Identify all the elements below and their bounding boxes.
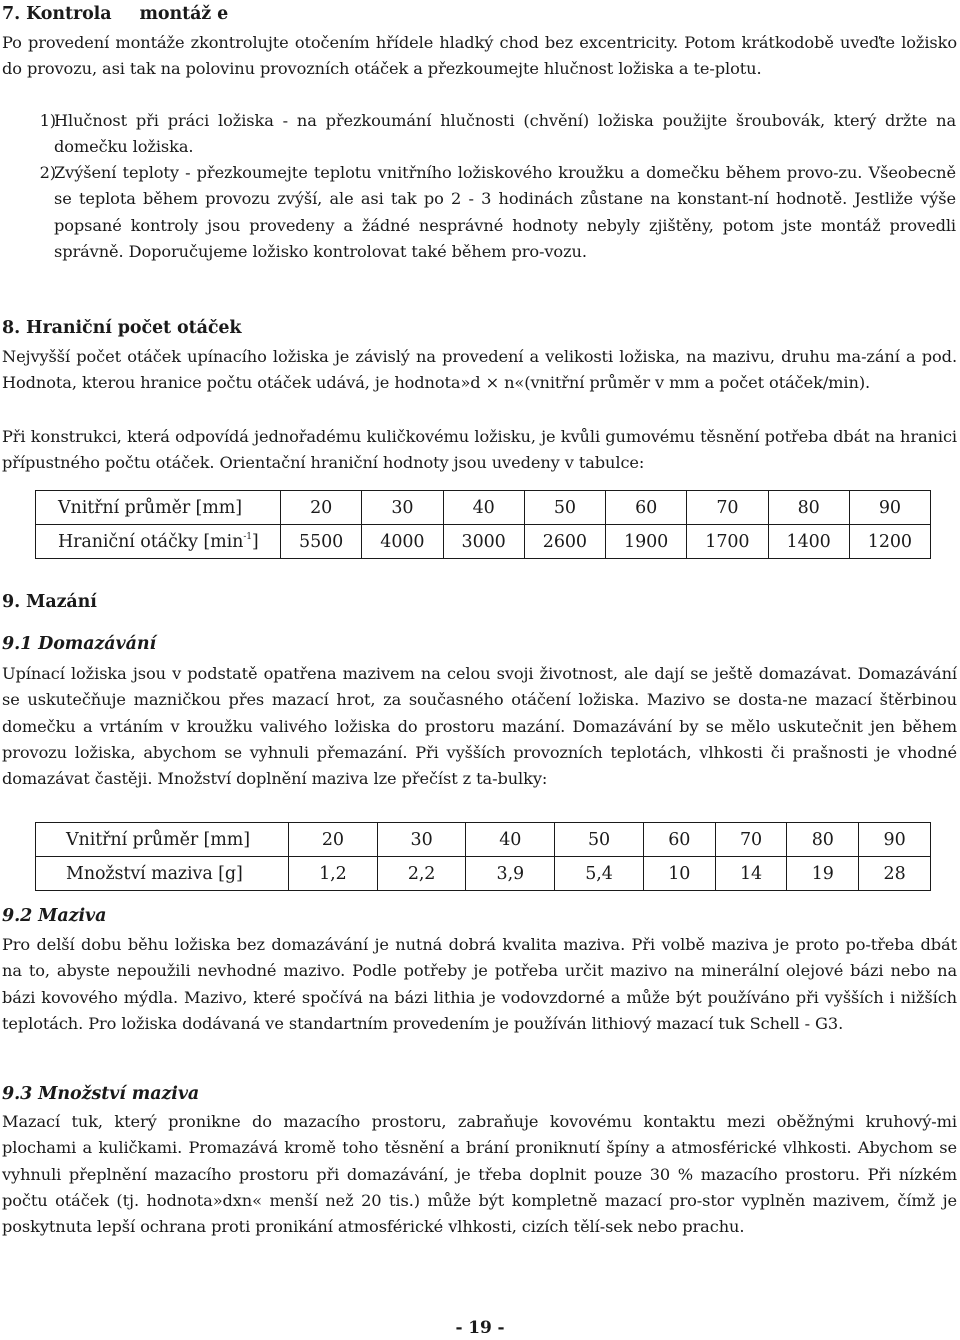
table-cell: 2,2	[377, 857, 466, 891]
table-cell: 19	[787, 857, 859, 891]
table-cell: 1700	[687, 525, 768, 559]
table-cell: 5500	[281, 525, 362, 559]
table-cell: 3,9	[466, 857, 555, 891]
section-9-2-paragraph: Pro delší dobu běhu ložiska bez domazávání je nutná dobrá kvalita maziva. Při volbě maziva je proto po-třeba dbát na to, abyste nepoužili nevhodné mazivo. Podle potřeby je potřeba určit mazivo na minerální olejové bázi nebo na bázi kovového mýdla. Mazivo, které spočívá na bázi lithia je vodovzdorné a může být používáno při vyšších i nižších teplotách. Pro ložiska dodávaná ve standartním provedením je používán lithiový mazací tuk Schell - G3.	[2, 935, 957, 1033]
item-2-text: Zvýšení teploty - přezkoumejte teplotu vnitřního ložiskového kroužku a domečku během provo-zu. Všeobecně se teplota během provozu zvýší, ale asi tak po 2 - 3 hodinách zůstane na konstant-ní hodnotě. Jestliže výše popsané kontroly jsou provedeny a žádné nesprávné hodnoty nebyly zjištěny, potom jste montáž provedli správně. Doporučujeme ložisko kontrolovat také během pro-vozu.	[54, 163, 956, 261]
row-label-amount: Množství maziva [g]	[36, 857, 289, 891]
table-cell: 20	[289, 823, 378, 857]
row-label-diameter: Vnitřní průměr [mm]	[36, 823, 289, 857]
table-cell: 5,4	[555, 857, 644, 891]
table-cell: 14	[715, 857, 787, 891]
table-cell: 4000	[362, 525, 443, 559]
section-7-title-part-a: Kontrola	[26, 4, 112, 24]
section-8-heading: 8. Hraniční počet otáček	[2, 318, 242, 338]
table-cell: 40	[443, 491, 524, 525]
table-cell: 90	[859, 823, 931, 857]
page-number: - 19 -	[455, 1318, 505, 1338]
section-9-1-heading: 9.1 Domazávání	[2, 634, 156, 654]
table-row	[36, 491, 931, 525]
row-label-diameter: Vnitřní průměr [mm]	[36, 491, 281, 525]
table-cell: 50	[555, 823, 644, 857]
section-7-title-part-b: montáž e	[139, 4, 229, 24]
table-cell: 60	[643, 823, 715, 857]
row-label-speed	[36, 525, 281, 559]
section-7-number: 7.	[2, 4, 21, 24]
table-cell: 40	[466, 823, 555, 857]
section-8-paragraph-2: Při konstrukci, která odpovídá jednořadému kuličkovému ložisku, je kvůli gumovému těsnění potřeba dbát na hranici přípustného počtu otáček. Orientační hraniční hodnoty jsou uvedeny v tabulce:	[2, 427, 957, 473]
table-cell: 1,2	[289, 857, 378, 891]
table-cell: 80	[768, 491, 849, 525]
table-cell: 3000	[443, 525, 524, 559]
section-9-heading: 9. Mazání	[2, 592, 97, 612]
table-cell: 50	[524, 491, 605, 525]
row-label-speed-exponent: -1	[243, 531, 252, 542]
section-9-1-paragraph: Upínací ložiska jsou v podstatě opatřena mazivem na celou svoji životnost, ale dají se ještě domazávat. Domazávání se uskutečňuje mazničkou přes mazací hrot, za současného otáčení ložiska. Mazivo se dosta-ne mazací štěrbinou domečku a vrtáním v kroužku valivého ložiska do prostoru mazání. Domazávání by se mělo uskutečnit jen během provozu ložiska, abychom se vyhnuli přemazání. Při vyšších provozních teplotách, vlhkosti či prašnosti je vhodné domazávat častěji. Množství doplnění maziva lze přečíst z ta-bulky:	[2, 664, 957, 789]
table-cell: 80	[787, 823, 859, 857]
table-cell: 30	[377, 823, 466, 857]
grease-amount-table	[35, 822, 931, 891]
speed-limit-table	[35, 490, 931, 559]
section-7-paragraph: Po provedení montáže zkontrolujte otočením hřídele hladký chod bez excentricity. Potom krátkodobě uveďte ložisko do provozu, asi tak na polovinu provozních otáček a přezkoumejte hlučnost ložiska a te-plotu.	[2, 33, 957, 79]
table-cell: 1200	[849, 525, 930, 559]
table-cell: 20	[281, 491, 362, 525]
table-cell: 60	[606, 491, 687, 525]
table-cell: 10	[643, 857, 715, 891]
section-7-item-2	[39, 160, 956, 265]
table-row	[36, 525, 931, 559]
item-1-number: 1)	[39, 111, 56, 130]
section-7-item-1	[39, 108, 956, 161]
table-cell: 90	[849, 491, 930, 525]
table-row	[36, 823, 931, 857]
table-cell: 1400	[768, 525, 849, 559]
table-cell: 30	[362, 491, 443, 525]
table-cell: 70	[687, 491, 768, 525]
section-9-3-heading: 9.3 Množství maziva	[2, 1084, 200, 1104]
row-label-speed-close: ]	[251, 531, 259, 552]
item-2-number: 2)	[39, 163, 56, 182]
section-9-2-heading: 9.2 Maziva	[2, 906, 107, 926]
table-cell: 1900	[606, 525, 687, 559]
item-1-text: Hlučnost při práci ložiska - na přezkoumání hlučnosti (chvění) ložiska použijte šroubovák, který držte na domečku ložiska.	[54, 111, 956, 157]
row-label-speed-text: Hraniční otáčky [min	[58, 531, 244, 552]
section-8-paragraph-1: Nejvyšší počet otáček upínacího ložiska je závislý na provedení a velikosti ložiska, na mazivu, druhu ma-zání a pod. Hodnota, kterou hranice počtu otáček udává, je hodnota»d × n«(vnitřní průměr v mm a počet otáček/min).	[2, 347, 957, 393]
table-cell: 28	[859, 857, 931, 891]
table-cell: 70	[715, 823, 787, 857]
table-cell: 2600	[524, 525, 605, 559]
table-row	[36, 857, 931, 891]
section-7-heading	[2, 2, 228, 26]
section-9-3-paragraph: Mazací tuk, který pronikne do mazacího prostoru, zabraňuje kovovému kontaktu mezi oběžnými kruhový-mi plochami a kuličkami. Promazává kromě toho těsnění a brání proniknutí špíny a atmosférické vlhkosti. Abychom se vyhnuli přeplnění mazacího prostoru při domazávání, je třeba doplnit pouze 30 % mazacího prostoru. Při nízkém počtu otáček (tj. hodnota»dxn« menší než 20 tis.) může být kompletně mazací pro-stor vyplněn mazivem, čímž je poskytnuta lepší ochrana proti pronikání atmosférické vlhkosti, cizích tělí-sek nebo prachu.	[2, 1112, 957, 1237]
